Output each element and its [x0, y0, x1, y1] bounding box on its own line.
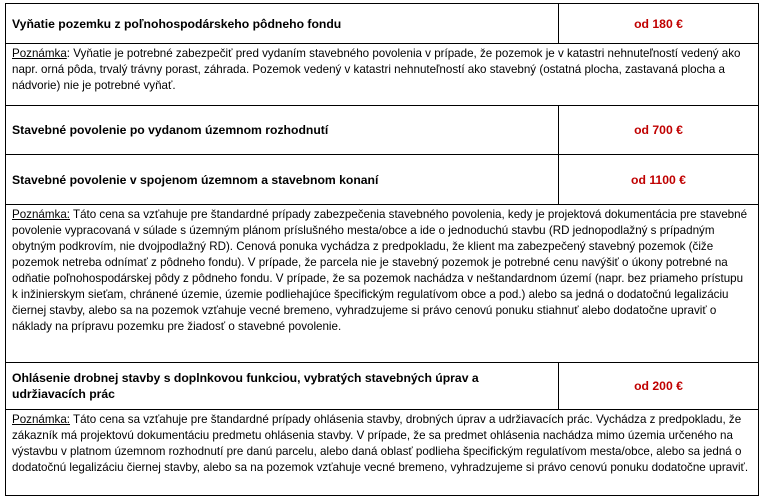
note-row	[6, 44, 759, 106]
note-label: Poznámka	[12, 47, 67, 60]
note-label: Poznámka:	[12, 208, 70, 221]
service-name: Stavebné povolenie po vydanom územnom rozhodnutí	[6, 106, 559, 155]
note-cell	[6, 410, 759, 496]
service-price: od 1100 €	[559, 155, 759, 205]
service-row	[6, 155, 759, 205]
note-cell	[6, 205, 759, 363]
service-row	[6, 106, 759, 155]
service-name: Vyňatie pozemku z poľnohospodárskeho pôdneho fondu	[6, 4, 559, 44]
service-row	[6, 4, 759, 44]
note-row	[6, 410, 759, 496]
service-price: od 200 €	[559, 363, 759, 410]
service-price: od 180 €	[559, 4, 759, 44]
note-text: Táto cena sa vzťahuje pre štandardné prípady zabezpečenia stavebného povolenia, kedy je projektová dokumentácia pre stavebné povolenie vypracovaná v súlade s územným plánom príslušného mesta/obce a ide o jednoduchú stavbu (RD jednopodlažný s prípadným obytným podkrovím, nie dvojpodlažný RD). Cenová ponuka vychádza z predpokladu, že klient ma zabezpečený stavebný pozemok (čiže pozemok netreba odnímať z pôdneho fondu). V prípade, že parcela nie je stavebný pozemok je potrebné cenu navýšiť o úkony potrebné na odňatie poľnohospodárskej pôdy z pôdneho fondu. V prípade, že sa pozemok nachádza v neštandardnom území (napr. bez priameho prístupu k inžinierskym sieťam, chránené územie, územie podliehajúce špecifickým regulatívom obce a pod.) alebo sa jedná o dodatočnú legalizáciu čiernej stavby, alebo sa na pozemok vzťahuje vecné bremeno, vyhradzujeme si právo cenovú ponuku stiahnuť alebo dodatočne upraviť o náklady na prípravu pozemku pre žiadosť o stavebné povolenie.	[12, 208, 748, 333]
note-label: Poznámka:	[12, 413, 70, 426]
note-cell	[6, 44, 759, 106]
note-text: Táto cena sa vzťahuje pre štandardné prípady ohlásenia stavby, drobných úprav a udržiavacích prác. Vychádza z predpokladu, že zákazník má projektovú dokumentáciu predmetu ohlásenia stavby. V prípade, že sa predmet ohlásenia nachádza mimo územia určeného na výstavbu v platnom územnom rozhodnutí pre danú parcelu, alebo daná oblasť podlieha špecifickým regulatívom mesta/obce, alebo sa jedná o dodatočnú legalizáciu čiernej stavby, alebo sa na pozemok vzťahuje vecné bremeno, vyhradzujeme si právo cenovú ponuku dodatočne upraviť.	[12, 413, 749, 474]
note-text: : Vyňatie je potrebné zabezpečiť pred vydaním stavebného povolenia v prípade, že pozemok je v katastri nehnuteľností vedený ako napr. orná pôda, trvalý trávny porast, záhrada. Pozemok vedený v katastri nehnuteľností ako stavebný (ostatná plocha, zastavaná plocha a nádvorie) nie je potrebné vyňať.	[12, 47, 741, 92]
service-price: od 700 €	[559, 106, 759, 155]
service-name: Ohlásenie drobnej stavby s doplnkovou funkciou, vybratých stavebných úprav a udržiavacích prác	[6, 363, 559, 410]
price-list-table	[5, 3, 759, 496]
service-row	[6, 363, 759, 410]
service-name: Stavebné povolenie v spojenom územnom a stavebnom konaní	[6, 155, 559, 205]
note-row	[6, 205, 759, 363]
